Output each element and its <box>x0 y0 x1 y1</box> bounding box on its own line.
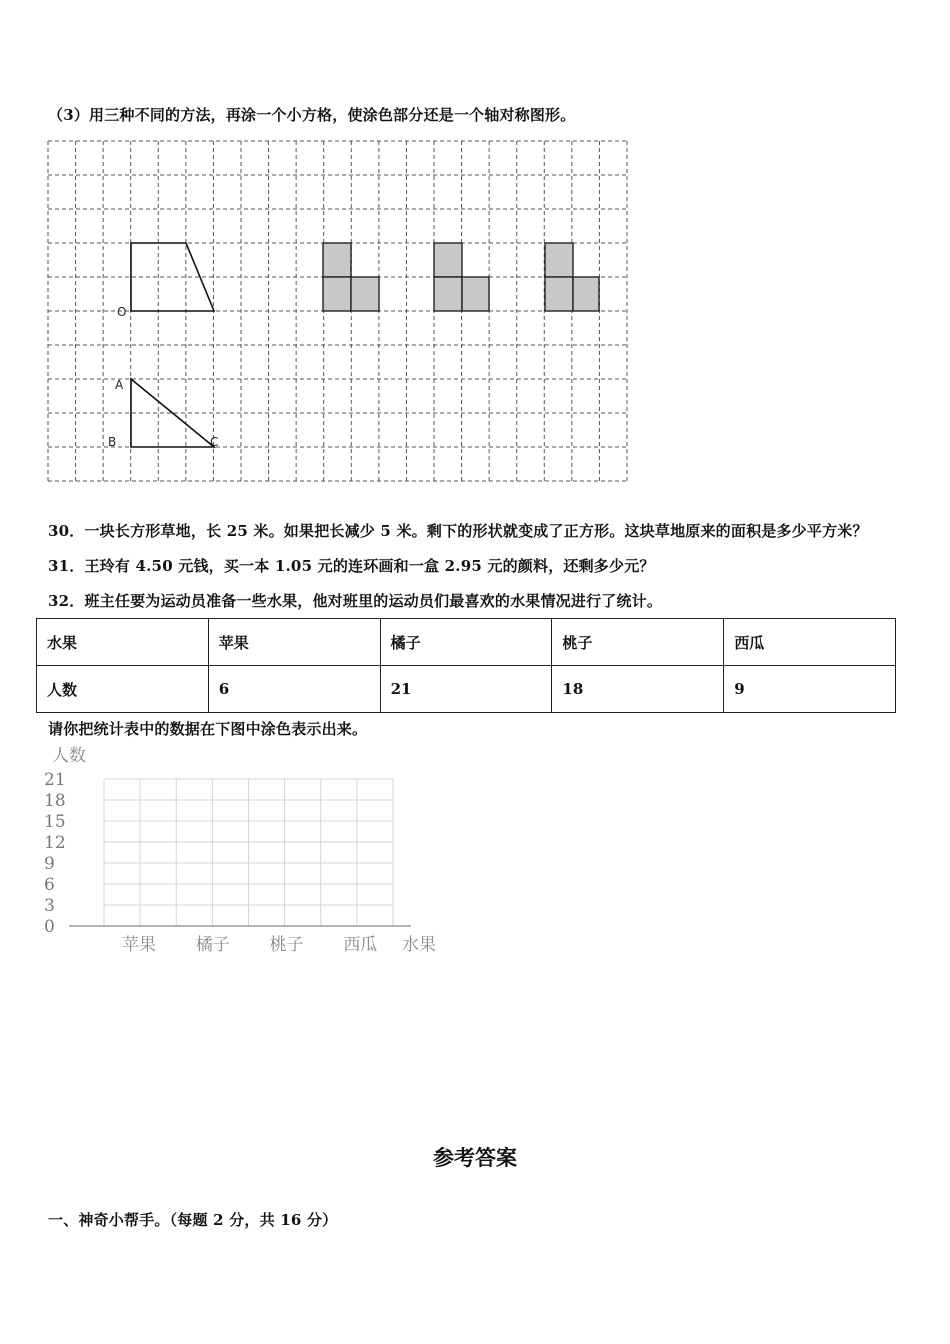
table-cell: 苹果 <box>208 619 380 666</box>
y-tick-label: 6 <box>44 875 55 895</box>
y-tick-label: 3 <box>44 896 55 916</box>
table-cell: 6 <box>208 666 380 713</box>
x-tick-label: 苹果 <box>122 935 157 955</box>
question-29-part-3: （3）用三种不同的方法，再涂一个小方格，使涂色部分还是一个轴对称图形。 <box>48 106 576 124</box>
x-tick-label: 西瓜 <box>343 935 378 955</box>
y-tick-label: 21 <box>44 770 66 790</box>
question-30: 30．一块长方形草地，长 25 米。如果把长减少 5 米。剩下的形状就变成了正方形。这块草地原来的面积是多少平方米？ <box>48 522 868 540</box>
table-cell: 9 <box>724 666 896 713</box>
y-tick-label: 9 <box>44 854 55 874</box>
x-axis-label: 水果 <box>402 935 436 955</box>
label-b: B <box>108 435 117 449</box>
y-tick-label: 15 <box>44 812 66 832</box>
label-o: O <box>117 305 127 319</box>
question-32-instruction: 请你把统计表中的数据在下图中涂色表示出来。 <box>48 720 368 738</box>
label-a: A <box>115 378 124 392</box>
table-cell: 21 <box>380 666 552 713</box>
y-tick-label: 0 <box>44 917 55 937</box>
y-tick-label: 12 <box>44 833 66 853</box>
table-cell: 橘子 <box>380 619 552 666</box>
table-cell: 桃子 <box>552 619 724 666</box>
table-cell: 人数 <box>37 666 209 713</box>
table-cell: 西瓜 <box>724 619 896 666</box>
table-cell: 18 <box>552 666 724 713</box>
question-32: 32．班主任要为运动员准备一些水果，他对班里的运动员们最喜欢的水果情况进行了统计。 <box>48 592 663 610</box>
section-1-heading: 一、神奇小帮手。（每题 2 分，共 16 分） <box>48 1211 338 1229</box>
x-tick-label: 桃子 <box>269 935 304 955</box>
question-31: 31．王玲有 4.50 元钱，买一本 1.05 元的连环画和一盒 2.95 元的颜料，还剩多少元？ <box>48 557 655 575</box>
table-cell: 水果 <box>37 619 209 666</box>
x-tick-label: 橘子 <box>195 935 230 955</box>
y-axis-label: 人数 <box>52 746 86 766</box>
label-c: C <box>210 435 219 449</box>
answer-key-title: 参考答案 <box>433 1145 517 1170</box>
y-tick-label: 18 <box>44 791 66 811</box>
